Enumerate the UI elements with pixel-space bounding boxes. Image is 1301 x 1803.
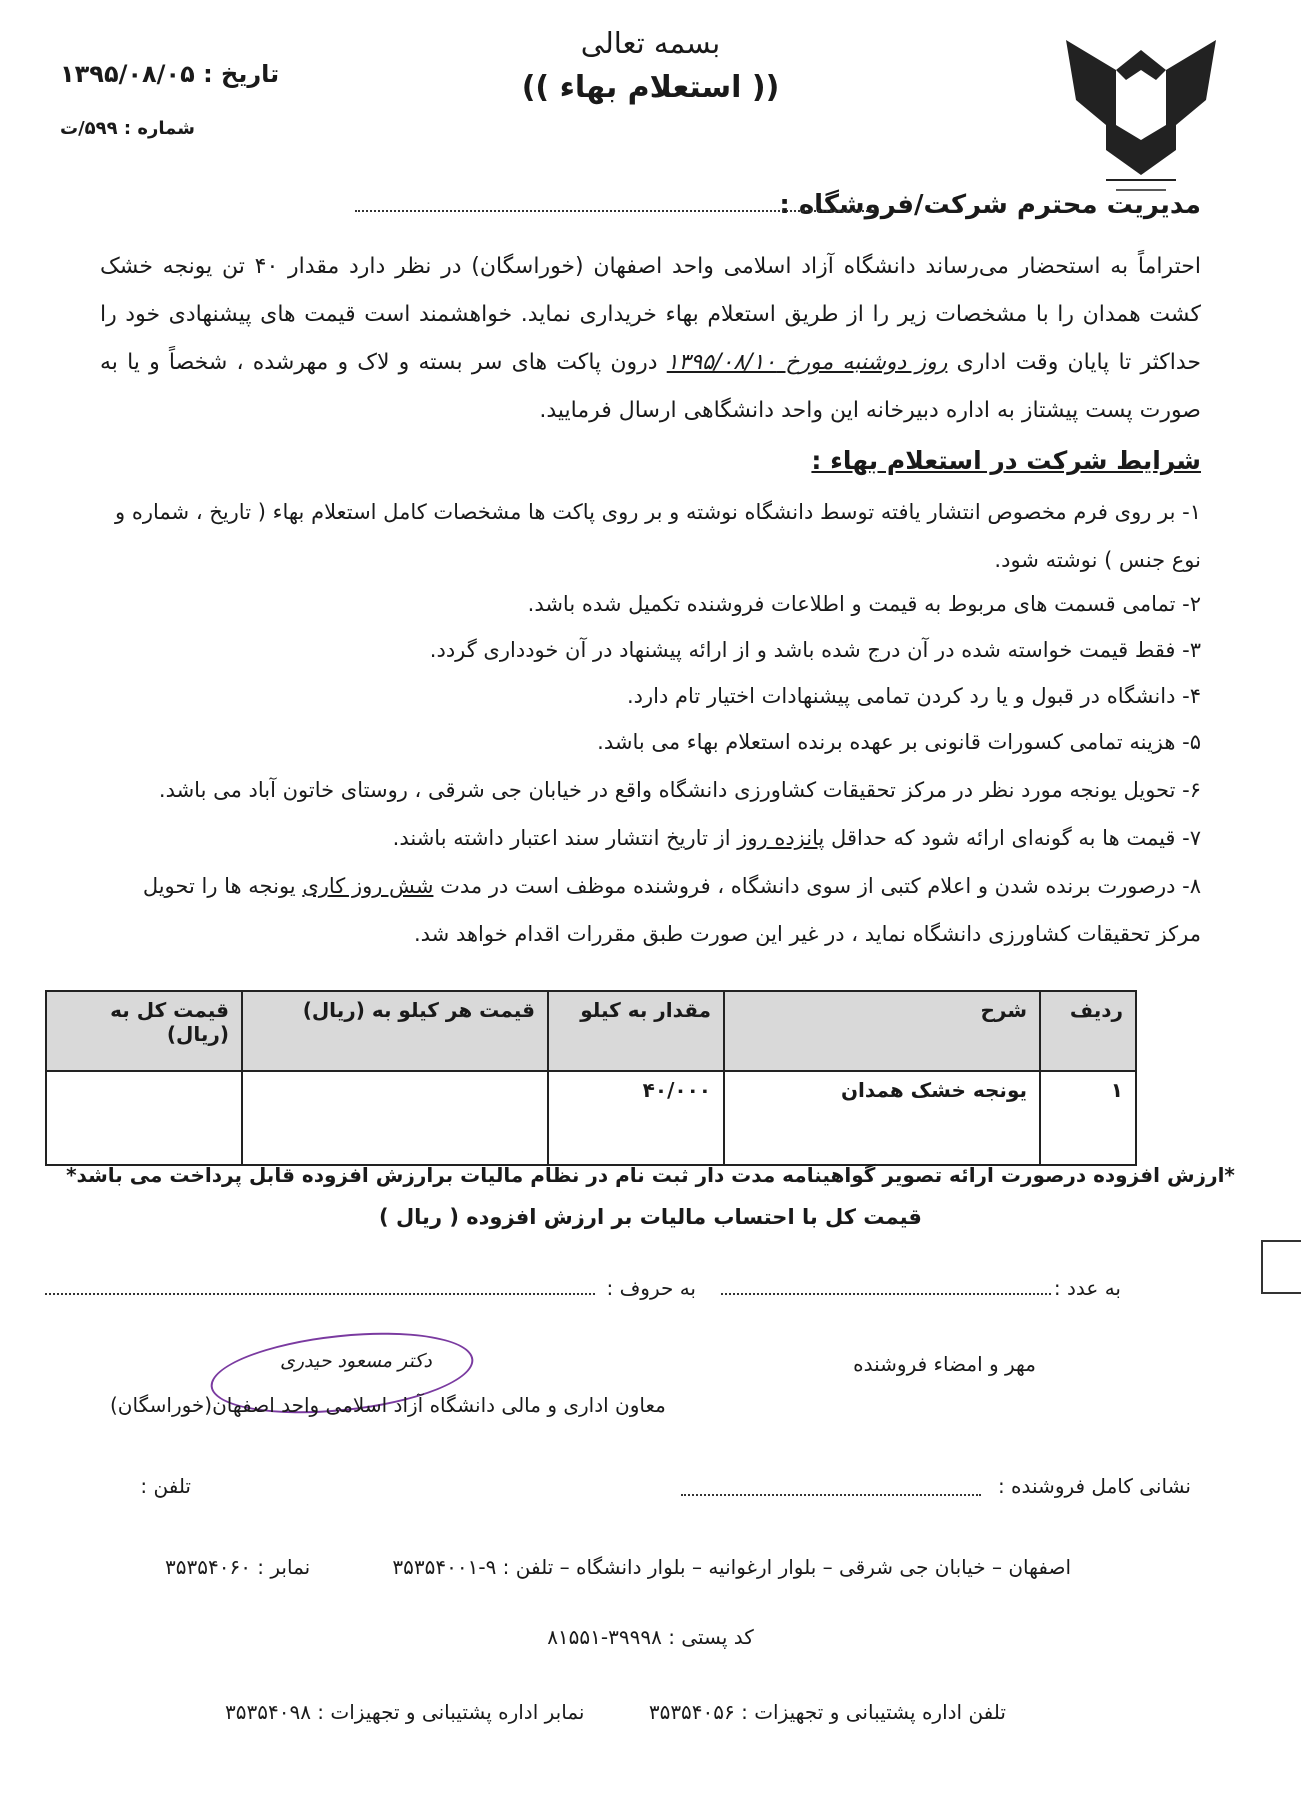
col-header-description: شرح (724, 991, 1040, 1071)
col-header-row-number: ردیف (1040, 991, 1136, 1071)
date-value: ۱۳۹۵/۰۸/۰۵ (60, 60, 195, 88)
number-label: شماره : (123, 118, 195, 139)
condition-item: ۵- هزینه تمامی کسورات قانونی بر عهده برنده استعلام بهاء می باشد. (597, 730, 1201, 754)
footer-support-fax: نمابر اداره پشتیبانی و تجهیزات : ۳۵۳۵۴۰۹۸ (225, 1700, 585, 1724)
condition-item-8 (100, 862, 1201, 958)
page-title: (( استعلام بهاء )) (521, 70, 780, 105)
cell-total-price[interactable] (46, 1071, 242, 1165)
footer-support-phone: تلفن اداره پشتیبانی و تجهیزات : ۳۵۳۵۴۰۵۶ (648, 1700, 1006, 1724)
signatory-role: معاون اداری و مالی دانشگاه آزاد اسلامی واحد اصفهان(خوراسگان) (110, 1393, 666, 1417)
amount-in-words-field[interactable] (45, 1293, 595, 1295)
cond7-a: ۷- قیمت ها به گونه‌ای ارائه شود که حداقل (824, 826, 1201, 850)
col-header-total-price: قیمت کل به (ریال) (46, 991, 242, 1071)
condition-item: ۶- تحویل یونجه مورد نظر در مرکز تحقیقات کشاورزی دانشگاه واقع در خیابان جی شرقی ، روستای خاتون آباد می باشد. (158, 778, 1201, 802)
number-value: ۵۹۹/ت (60, 118, 118, 139)
col-header-unit-price: قیمت هر کیلو به (ریال) (242, 991, 548, 1071)
table-header-row (46, 991, 1136, 1071)
cond8-underlined: شش روز کاری (302, 874, 434, 898)
condition-item: ۱- بر روی فرم مخصوص انتشار یافته توسط دانشگاه نوشته و بر روی پاکت ها مشخصات کامل استعلام بهاء ( تاریخ ، شماره و نوع جنس ) نوشته شود. (115, 500, 1201, 572)
cond7-b: از تاریخ انتشار سند اعتبار داشته باشند. (392, 826, 738, 850)
intro-deadline: روز دوشنبه مورخ ۱۳۹۵/۰۸/۱۰ (666, 350, 948, 375)
cell-quantity: ۴۰/۰۰۰ (548, 1071, 724, 1165)
footer-address: اصفهان – خیابان جی شرقی – بلوار ارغوانیه – بلوار دانشگاه – تلفن : ۹-۳۵۳۵۴۰۰۱ (392, 1555, 1071, 1579)
intro-paragraph (100, 243, 1201, 435)
seller-phone-label: تلفن : (140, 1474, 191, 1498)
col-header-quantity: مقدار به کیلو (548, 991, 724, 1071)
condition-item: ۳- فقط قیمت خواسته شده در آن درج شده باشد و از ارائه پیشنهاد در آن خودداری گردد. (429, 638, 1201, 662)
total-note: قیمت کل با احتساب مالیات بر ارزش افزوده ( ریال ) (379, 1205, 922, 1229)
cell-unit-price[interactable] (242, 1071, 548, 1165)
condition-item-7 (100, 814, 1201, 862)
page-edge-tab (1261, 1240, 1301, 1294)
amount-in-numbers-field[interactable] (721, 1293, 1051, 1295)
items-table (45, 990, 1137, 1166)
cond7-underlined: پانزده روز (737, 826, 825, 850)
date-line (60, 60, 300, 88)
greeting: مدیریت محترم شرکت/فروشگاه : (779, 190, 1201, 220)
cell-row-number: ۱ (1040, 1071, 1136, 1165)
number-line (60, 118, 300, 139)
date-label: تاریخ : (203, 60, 280, 88)
intro-text-1: احتراماً به استحضار می‌رساند دانشگاه آزاد اسلامی واحد اصفهان (خوراسگان) در نظر دارد مقدار ۴۰ تن یونجه خشک کشت همدان را با مشخصات زیر را از طریق استعلام بهاء خریداری نماید. خواهشمند است قیمت های پیشنهادی خود را حداکثر تا پایان وقت اداری (100, 254, 1202, 375)
footer-fax: نمابر : ۳۵۳۵۴۰۶۰ (165, 1555, 311, 1579)
cell-description: یونجه خشک همدان (724, 1071, 1040, 1165)
table-row (46, 1071, 1136, 1165)
condition-item: ۴- دانشگاه در قبول و یا رد کردن تمامی پیشنهادات اختیار تام دارد. (627, 684, 1201, 708)
signatory-name: دکتر مسعود حیدری (280, 1350, 432, 1372)
seller-address-label: نشانی کامل فروشنده : (997, 1474, 1191, 1498)
condition-item: ۲- تمامی قسمت های مربوط به قیمت و اطلاعات فروشنده تکمیل شده باشد. (527, 592, 1201, 616)
greeting-dotted-line (355, 210, 875, 212)
seller-address-field[interactable] (681, 1494, 981, 1496)
cond8-b: یونجه ها را تحویل مرکز تحقیقات کشاورزی دانشگاه نماید ، در غیر این صورت طبق مقررات اقدام خواهد شد. (142, 874, 1201, 946)
intro-text-2: درون پاکت های سر بسته و لاک و مهرشده ، شخصاً و یا به صورت پست پیشتاز به اداره دبیرخانه این واحد دانشگاهی ارسال فرمایید. (100, 350, 1201, 423)
footer-postal-code: کد پستی : ۳۹۹۹۸-۸۱۵۵۱ (547, 1625, 754, 1649)
conditions-title: شرایط شرکت در استعلام بهاء : (811, 446, 1201, 475)
amount-in-words-label: به حروف : (606, 1276, 696, 1300)
bismillah: بسمه تعالی (580, 26, 721, 60)
vat-note: *ارزش افزوده درصورت ارائه تصویر گواهینامه مدت دار ثبت نام در نظام مالیات برارزش افزوده قابل پرداخت می باشد* (66, 1163, 1235, 1187)
seller-seal-label: مهر و امضاء فروشنده (853, 1352, 1036, 1376)
cond8-a: ۸- درصورت برنده شدن و اعلام کتبی از سوی دانشگاه ، فروشنده موظف است در مدت (433, 874, 1201, 898)
amount-in-numbers-label: به عدد : (1053, 1276, 1121, 1300)
